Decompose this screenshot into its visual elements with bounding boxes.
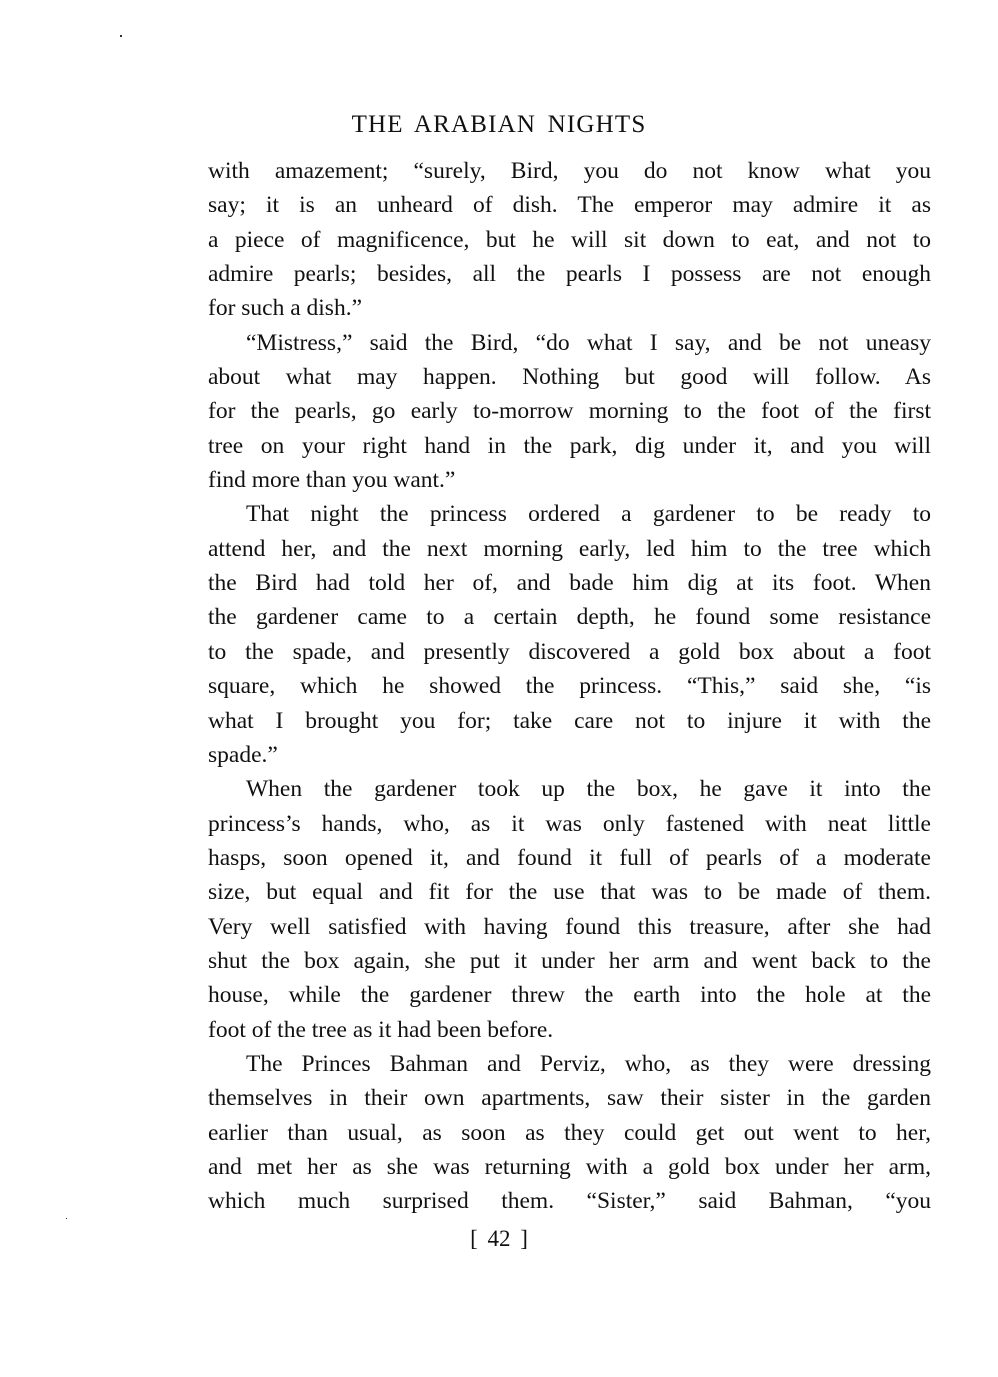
text-line: for the pearls, go early to-morrow morning to the foot of the first <box>208 398 931 425</box>
paragraph <box>208 1047 931 1219</box>
text-line: shut the box again, she put it under her arm and went back to the <box>208 947 931 974</box>
text-line: earlier than usual, as soon as they could get out went to her, <box>208 1119 931 1146</box>
body-text <box>208 154 931 1219</box>
paragraph <box>208 326 931 498</box>
text-line: which much surprised them. “Sister,” said Bahman, “you <box>208 1188 931 1215</box>
text-line: find more than you want.” <box>208 467 456 494</box>
text-line: princess’s hands, who, as it was only fastened with neat little <box>208 810 931 837</box>
text-line: and met her as she was returning with a gold box under her arm, <box>208 1153 931 1180</box>
text-line: spade.” <box>208 741 278 768</box>
text-line: the gardener came to a certain depth, he found some resistance <box>208 604 931 631</box>
text-line: When the gardener took up the box, he gave it into the <box>246 776 931 803</box>
page-number: [ 42 ] <box>470 1226 528 1251</box>
text-line: Very well satisfied with having found this treasure, after she had <box>208 913 931 940</box>
text-line: say; it is an unheard of dish. The emperor may admire it as <box>208 192 931 219</box>
paragraph <box>208 154 931 326</box>
running-head: THE ARABIAN NIGHTS <box>351 111 647 138</box>
text-line: That night the princess ordered a gardener to be ready to <box>246 501 931 528</box>
paragraph <box>208 772 931 1047</box>
text-line: themselves in their own apartments, saw their sister in the garden <box>208 1085 931 1112</box>
text-line: hasps, soon opened it, and found it full of pearls of a moderate <box>208 844 931 871</box>
text-line: a piece of magnificence, but he will sit down to eat, and not to <box>208 226 931 253</box>
text-line: square, which he showed the princess. “This,” said she, “is <box>208 673 931 700</box>
text-line: The Princes Bahman and Perviz, who, as they were dressing <box>246 1050 931 1077</box>
paragraph <box>208 497 931 772</box>
text-line: house, while the gardener threw the earth into the hole at the <box>208 982 931 1009</box>
text-line: foot of the tree as it had been before. <box>208 1016 554 1043</box>
text-line: what I brought you for; take care not to injure it with the <box>208 707 931 734</box>
text-line: size, but equal and fit for the use that was to be made of them. <box>208 879 931 906</box>
text-line: for such a dish.” <box>208 295 363 322</box>
scan-speck <box>120 35 122 37</box>
text-line: “Mistress,” said the Bird, “do what I say, and be not uneasy <box>246 329 931 356</box>
text-line: attend her, and the next morning early, led him to the tree which <box>208 535 931 562</box>
text-line: the Bird had told her of, and bade him dig at its foot. When <box>208 570 931 597</box>
text-line: with amazement; “surely, Bird, you do not know what you <box>208 158 931 184</box>
scan-speck <box>66 1218 67 1219</box>
text-line: tree on your right hand in the park, dig under it, and you will <box>208 432 931 459</box>
text-line: admire pearls; besides, all the pearls I possess are not enough <box>208 261 931 288</box>
text-line: to the spade, and presently discovered a gold box about a foot <box>208 638 931 665</box>
text-line: about what may happen. Nothing but good will follow. As <box>208 364 931 391</box>
